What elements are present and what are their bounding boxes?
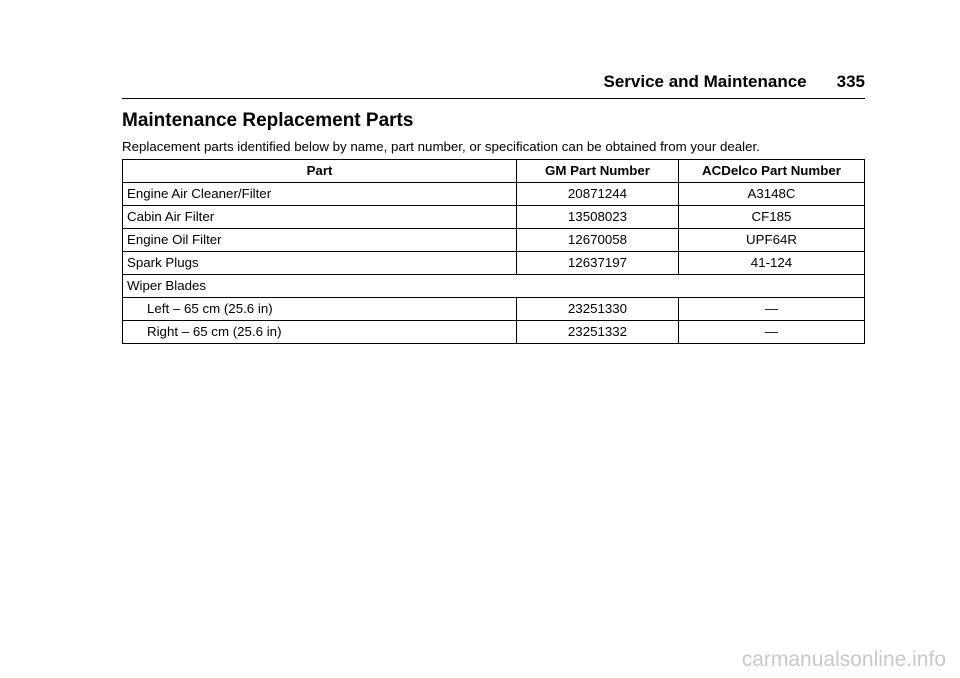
acdelco-part-number: — <box>679 321 865 344</box>
table-row <box>123 298 865 321</box>
section-name: Service and Maintenance <box>603 72 807 91</box>
watermark: carmanualsonline.info <box>741 648 946 671</box>
column-header-part: Part <box>123 160 517 183</box>
gm-part-number: 20871244 <box>517 183 679 206</box>
acdelco-part-number: — <box>679 298 865 321</box>
acdelco-part-number: 41-124 <box>679 252 865 275</box>
table-row <box>123 229 865 252</box>
column-header-gm-part-number: GM Part Number <box>517 160 679 183</box>
table-row <box>123 206 865 229</box>
table-group-row <box>123 275 865 298</box>
table-row <box>123 321 865 344</box>
part-name: Spark Plugs <box>123 252 517 275</box>
gm-part-number: 13508023 <box>517 206 679 229</box>
part-group-name: Wiper Blades <box>123 275 865 298</box>
part-name: Left – 65 cm (25.6 in) <box>123 298 517 321</box>
intro-paragraph: Replacement parts identified below by name, part number, or specification can be obtained from your dealer. <box>122 139 760 154</box>
gm-part-number: 23251330 <box>517 298 679 321</box>
table-row <box>123 252 865 275</box>
acdelco-part-number: UPF64R <box>679 229 865 252</box>
gm-part-number: 12637197 <box>517 252 679 275</box>
table-row <box>123 183 865 206</box>
acdelco-part-number: CF185 <box>679 206 865 229</box>
part-name: Engine Air Cleaner/Filter <box>123 183 517 206</box>
running-header <box>122 72 865 92</box>
header-rule <box>122 98 865 99</box>
page-number: 335 <box>836 72 865 91</box>
part-name: Engine Oil Filter <box>123 229 517 252</box>
table-header-row <box>123 160 865 183</box>
parts-table <box>122 159 865 344</box>
part-name: Right – 65 cm (25.6 in) <box>123 321 517 344</box>
acdelco-part-number: A3148C <box>679 183 865 206</box>
gm-part-number: 23251332 <box>517 321 679 344</box>
part-name: Cabin Air Filter <box>123 206 517 229</box>
section-title: Maintenance Replacement Parts <box>122 110 414 131</box>
column-header-acdelco-part-number: ACDelco Part Number <box>679 160 865 183</box>
gm-part-number: 12670058 <box>517 229 679 252</box>
